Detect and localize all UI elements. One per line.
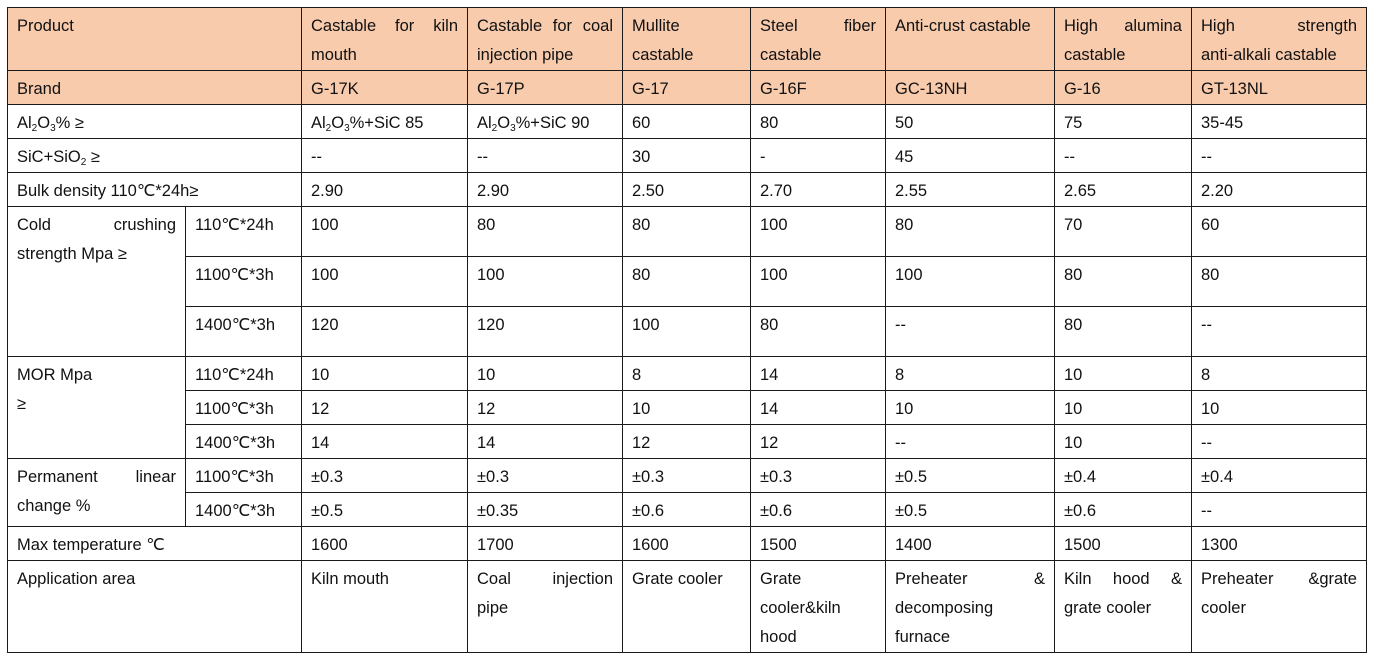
brand-code: G-16 <box>1055 71 1192 105</box>
mor-value: 14 <box>751 357 886 391</box>
ccs-row <box>8 207 1367 257</box>
max-temperature-label: Max temperature ℃ <box>8 527 302 561</box>
plc-value: ±0.5 <box>886 459 1055 493</box>
brand-code: G-16F <box>751 71 886 105</box>
application-value: Preheater & decomposing furnace <box>886 561 1055 653</box>
max-temperature-value: 1400 <box>886 527 1055 561</box>
mor-value: 12 <box>468 391 623 425</box>
plc-value: ±0.6 <box>751 493 886 527</box>
mor-value: 10 <box>1192 391 1367 425</box>
al2o3-value: $Al_2O_3\%+SiC$ 90 <box>468 105 623 139</box>
plc-value: ±0.3 <box>751 459 886 493</box>
bulk-density-value: 2.20 <box>1192 173 1367 207</box>
max-temperature-value: 1600 <box>302 527 468 561</box>
sic-label: SiC+SiO$_2$ ≥ <box>8 139 302 173</box>
sic-value: -- <box>1192 139 1367 173</box>
sic-value: -- <box>468 139 623 173</box>
product-name: High strength anti-alkali castable <box>1192 8 1367 71</box>
al2o3-value: 60 <box>623 105 751 139</box>
ccs-value: 100 <box>751 257 886 307</box>
plc-row <box>8 459 1367 493</box>
product-name: Steel fiber castable <box>751 8 886 71</box>
plc-value: ±0.5 <box>886 493 1055 527</box>
plc-value: ±0.3 <box>302 459 468 493</box>
product-name: Anti-crust castable <box>886 8 1055 71</box>
plc-value: ±0.5 <box>302 493 468 527</box>
mor-value: 10 <box>623 391 751 425</box>
ccs-value: 100 <box>468 257 623 307</box>
application-value: Coal injection pipe <box>468 561 623 653</box>
sic-value: 45 <box>886 139 1055 173</box>
ccs-value: 80 <box>623 207 751 257</box>
bulk-density-label: Bulk density 110℃*24h≥ <box>8 173 302 207</box>
product-name: Castable for kiln mouth <box>302 8 468 71</box>
bulk-density-value: 2.70 <box>751 173 886 207</box>
al2o3-value: $Al_2O_3\%+SiC$ 85 <box>302 105 468 139</box>
sic-value: - <box>751 139 886 173</box>
mor-value: 14 <box>751 391 886 425</box>
mor-value: 12 <box>623 425 751 459</box>
ccs-label: Cold crushing strength Mpa ≥ <box>8 207 186 357</box>
product-name: High alumina castable <box>1055 8 1192 71</box>
product-name: Castable for coal injection pipe <box>468 8 623 71</box>
ccs-value: 100 <box>751 207 886 257</box>
ccs-condition: 110℃*24h <box>186 207 302 257</box>
plc-value: ±0.6 <box>623 493 751 527</box>
plc-value: ±0.4 <box>1192 459 1367 493</box>
al2o3-value: 80 <box>751 105 886 139</box>
ccs-value: 100 <box>302 257 468 307</box>
bulk-density-row <box>8 173 1367 207</box>
application-label: Application area <box>8 561 302 653</box>
mor-value: -- <box>1192 425 1367 459</box>
mor-row <box>8 391 1367 425</box>
application-value: Grate cooler&kiln hood <box>751 561 886 653</box>
mor-value: 10 <box>1055 391 1192 425</box>
sic-value: 30 <box>623 139 751 173</box>
sic-value: -- <box>302 139 468 173</box>
bulk-density-value: 2.55 <box>886 173 1055 207</box>
ccs-value: 100 <box>302 207 468 257</box>
sic-value: -- <box>1055 139 1192 173</box>
ccs-row <box>8 257 1367 307</box>
mor-condition: 1400℃*3h <box>186 425 302 459</box>
product-row <box>8 8 1367 71</box>
mor-label: MOR Mpa ≥ <box>8 357 186 459</box>
max-temperature-value: 1500 <box>1055 527 1192 561</box>
application-value: Kiln mouth <box>302 561 468 653</box>
brand-code: G-17K <box>302 71 468 105</box>
mor-value: 10 <box>468 357 623 391</box>
max-temperature-value: 1300 <box>1192 527 1367 561</box>
mor-value: -- <box>886 425 1055 459</box>
ccs-condition: 1100℃*3h <box>186 257 302 307</box>
plc-condition: 1100℃*3h <box>186 459 302 493</box>
plc-row <box>8 493 1367 527</box>
brand-row <box>8 71 1367 105</box>
plc-value: ±0.3 <box>468 459 623 493</box>
max-temperature-value: 1500 <box>751 527 886 561</box>
brand-code: GC-13NH <box>886 71 1055 105</box>
mor-value: 12 <box>751 425 886 459</box>
plc-value: ±0.3 <box>623 459 751 493</box>
bulk-density-value: 2.50 <box>623 173 751 207</box>
ccs-value: 100 <box>886 257 1055 307</box>
al2o3-row <box>8 105 1367 139</box>
sic-row <box>8 139 1367 173</box>
mor-value: 12 <box>302 391 468 425</box>
al2o3-value: 35-45 <box>1192 105 1367 139</box>
application-value: Kiln hood & grate cooler <box>1055 561 1192 653</box>
castable-spec-table <box>7 7 1367 653</box>
product-name: Mullite castable <box>623 8 751 71</box>
brand-code: G-17 <box>623 71 751 105</box>
ccs-row <box>8 307 1367 357</box>
ccs-value: 100 <box>623 307 751 357</box>
mor-value: 10 <box>886 391 1055 425</box>
mor-value: 14 <box>302 425 468 459</box>
ccs-value: -- <box>1192 307 1367 357</box>
max-temperature-value: 1600 <box>623 527 751 561</box>
ccs-value: 80 <box>1192 257 1367 307</box>
mor-value: 8 <box>886 357 1055 391</box>
ccs-value: 80 <box>468 207 623 257</box>
mor-value: 10 <box>1055 357 1192 391</box>
brand-label: Brand <box>8 71 302 105</box>
mor-condition: 110℃*24h <box>186 357 302 391</box>
ccs-value: 70 <box>1055 207 1192 257</box>
plc-value: ±0.6 <box>1055 493 1192 527</box>
ccs-value: -- <box>886 307 1055 357</box>
mor-value: 14 <box>468 425 623 459</box>
ccs-value: 60 <box>1192 207 1367 257</box>
bulk-density-value: 2.90 <box>468 173 623 207</box>
mor-row <box>8 425 1367 459</box>
ccs-condition: 1400℃*3h <box>186 307 302 357</box>
plc-value: -- <box>1192 493 1367 527</box>
mor-value: 10 <box>302 357 468 391</box>
ccs-value: 120 <box>302 307 468 357</box>
ccs-value: 80 <box>1055 307 1192 357</box>
application-value: Preheater &grate cooler <box>1192 561 1367 653</box>
plc-value: ±0.35 <box>468 493 623 527</box>
mor-value: 8 <box>1192 357 1367 391</box>
application-row <box>8 561 1367 653</box>
ccs-value: 80 <box>751 307 886 357</box>
mor-value: 10 <box>1055 425 1192 459</box>
application-value: Grate cooler <box>623 561 751 653</box>
plc-label: Permanent linear change % <box>8 459 186 527</box>
plc-condition: 1400℃*3h <box>186 493 302 527</box>
max-temperature-row <box>8 527 1367 561</box>
ccs-value: 80 <box>1055 257 1192 307</box>
plc-value: ±0.4 <box>1055 459 1192 493</box>
brand-code: G-17P <box>468 71 623 105</box>
mor-row <box>8 357 1367 391</box>
al2o3-value: 75 <box>1055 105 1192 139</box>
ccs-value: 80 <box>886 207 1055 257</box>
bulk-density-value: 2.90 <box>302 173 468 207</box>
mor-condition: 1100℃*3h <box>186 391 302 425</box>
product-label: Product <box>8 8 302 71</box>
ccs-value: 120 <box>468 307 623 357</box>
mor-value: 8 <box>623 357 751 391</box>
max-temperature-value: 1700 <box>468 527 623 561</box>
al2o3-label: $Al_2O_3\%$ ≥ <box>8 105 302 139</box>
bulk-density-value: 2.65 <box>1055 173 1192 207</box>
al2o3-value: 50 <box>886 105 1055 139</box>
ccs-value: 80 <box>623 257 751 307</box>
brand-code: GT-13NL <box>1192 71 1367 105</box>
